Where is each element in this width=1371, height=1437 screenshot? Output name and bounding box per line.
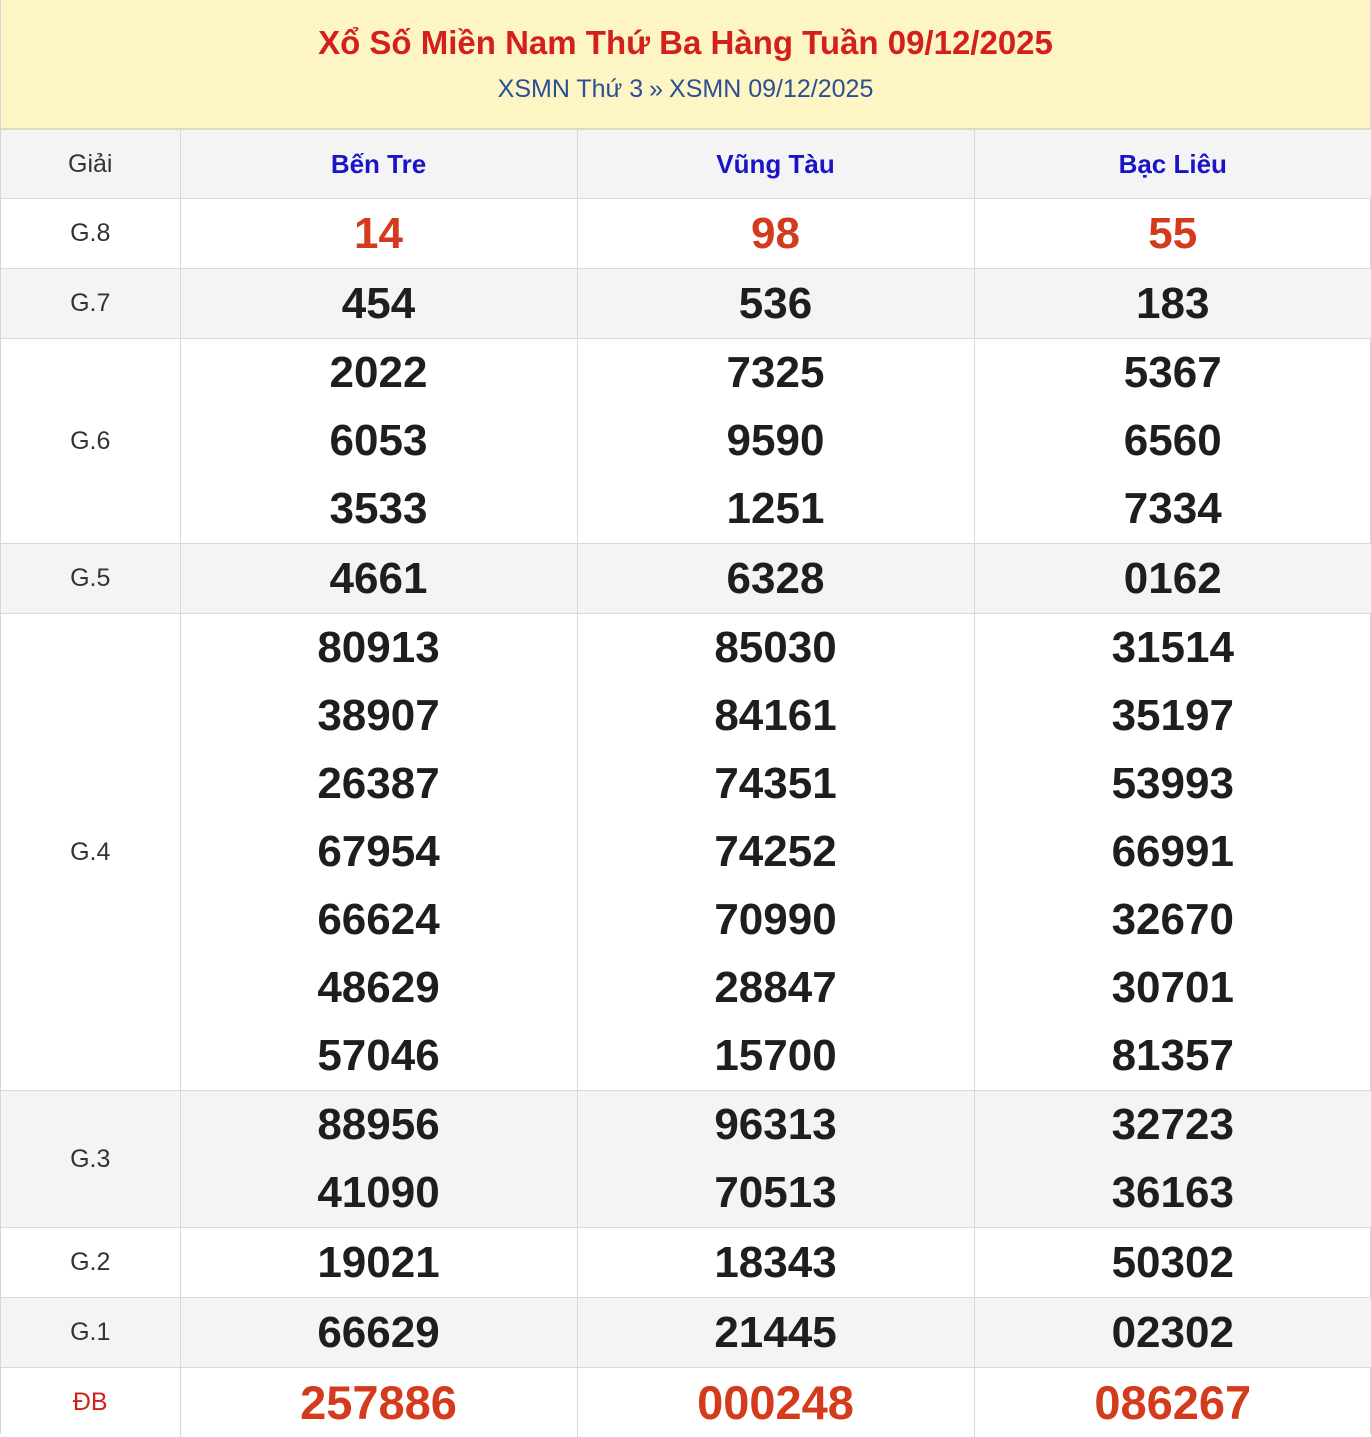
result-cell-bac-lieu [974, 199, 1371, 269]
winning-number: 26387 [181, 750, 577, 818]
winning-number: 84161 [578, 682, 974, 750]
winning-number: 28847 [578, 954, 974, 1022]
results-table [1, 129, 1371, 1437]
page-title: Xổ Số Miền Nam Thứ Ba Hàng Tuần 09/12/2025 [1, 0, 1370, 62]
prize-label: G.4 [1, 614, 180, 1091]
winning-number: 80913 [181, 614, 577, 682]
prize-row-g5 [1, 544, 1371, 614]
winning-number: 57046 [181, 1022, 577, 1090]
result-cell-vung-tau [577, 199, 974, 269]
result-cell-bac-lieu [974, 1091, 1371, 1228]
winning-number: 81357 [975, 1022, 1371, 1090]
winning-number: 086267 [975, 1369, 1371, 1437]
result-cell-vung-tau [577, 1298, 974, 1368]
breadcrumb-separator: » [649, 75, 663, 103]
result-cell-bac-lieu [974, 1228, 1371, 1298]
result-cell-ben-tre [180, 1298, 577, 1368]
winning-number: 53993 [975, 750, 1371, 818]
prize-row-g2 [1, 1228, 1371, 1298]
winning-number: 38907 [181, 682, 577, 750]
result-cell-vung-tau [577, 269, 974, 339]
breadcrumb [1, 74, 1370, 104]
winning-number: 18343 [578, 1229, 974, 1297]
result-cell-ben-tre [180, 1368, 577, 1437]
winning-number: 6328 [578, 545, 974, 613]
winning-number: 32723 [975, 1091, 1371, 1159]
results-header [1, 0, 1370, 129]
winning-number: 55 [975, 200, 1371, 268]
winning-number: 536 [578, 270, 974, 338]
winning-number: 6560 [975, 407, 1371, 475]
result-cell-vung-tau [577, 1228, 974, 1298]
result-cell-bac-lieu [974, 1298, 1371, 1368]
column-header-giai: Giải [1, 130, 180, 199]
winning-number: 88956 [181, 1091, 577, 1159]
prize-row-g3 [1, 1091, 1371, 1228]
winning-number: 96313 [578, 1091, 974, 1159]
prize-label: G.5 [1, 544, 180, 614]
winning-number: 74351 [578, 750, 974, 818]
result-cell-ben-tre [180, 614, 577, 1091]
prize-label: G.3 [1, 1091, 180, 1228]
breadcrumb-link-date[interactable]: XSMN 09/12/2025 [669, 75, 873, 103]
result-cell-ben-tre [180, 339, 577, 544]
winning-number: 41090 [181, 1159, 577, 1227]
winning-number: 66629 [181, 1299, 577, 1367]
winning-number: 2022 [181, 339, 577, 407]
winning-number: 35197 [975, 682, 1371, 750]
winning-number: 66991 [975, 818, 1371, 886]
result-cell-vung-tau [577, 1368, 974, 1437]
column-header-ben-tre[interactable]: Bến Tre [180, 130, 577, 199]
result-cell-bac-lieu [974, 269, 1371, 339]
winning-number: 7334 [975, 475, 1371, 543]
winning-number: 5367 [975, 339, 1371, 407]
winning-number: 257886 [181, 1369, 577, 1437]
column-header-vung-tau[interactable]: Vũng Tàu [577, 130, 974, 199]
result-cell-vung-tau [577, 544, 974, 614]
result-cell-ben-tre [180, 1228, 577, 1298]
winning-number: 15700 [578, 1022, 974, 1090]
prize-row-g1 [1, 1298, 1371, 1368]
winning-number: 70513 [578, 1159, 974, 1227]
result-cell-bac-lieu [974, 614, 1371, 1091]
prize-label: G.1 [1, 1298, 180, 1368]
winning-number: 0162 [975, 545, 1371, 613]
winning-number: 21445 [578, 1299, 974, 1367]
prize-label: ĐB [1, 1368, 180, 1437]
winning-number: 3533 [181, 475, 577, 543]
winning-number: 454 [181, 270, 577, 338]
result-cell-bac-lieu [974, 339, 1371, 544]
winning-number: 36163 [975, 1159, 1371, 1227]
winning-number: 66624 [181, 886, 577, 954]
table-header-row [1, 130, 1371, 199]
result-cell-bac-lieu [974, 1368, 1371, 1437]
prize-row-db [1, 1368, 1371, 1437]
winning-number: 02302 [975, 1299, 1371, 1367]
result-cell-ben-tre [180, 544, 577, 614]
winning-number: 14 [181, 200, 577, 268]
breadcrumb-link-weekday[interactable]: XSMN Thứ 3 [498, 75, 643, 103]
winning-number: 7325 [578, 339, 974, 407]
winning-number: 32670 [975, 886, 1371, 954]
winning-number: 183 [975, 270, 1371, 338]
prize-row-g4 [1, 614, 1371, 1091]
winning-number: 70990 [578, 886, 974, 954]
prize-row-g7 [1, 269, 1371, 339]
result-cell-ben-tre [180, 199, 577, 269]
winning-number: 98 [578, 200, 974, 268]
result-cell-bac-lieu [974, 544, 1371, 614]
winning-number: 000248 [578, 1369, 974, 1437]
winning-number: 85030 [578, 614, 974, 682]
result-cell-ben-tre [180, 1091, 577, 1228]
prize-label: G.8 [1, 199, 180, 269]
winning-number: 50302 [975, 1229, 1371, 1297]
result-cell-vung-tau [577, 614, 974, 1091]
winning-number: 1251 [578, 475, 974, 543]
result-cell-ben-tre [180, 269, 577, 339]
result-cell-vung-tau [577, 1091, 974, 1228]
winning-number: 74252 [578, 818, 974, 886]
winning-number: 19021 [181, 1229, 577, 1297]
result-cell-vung-tau [577, 339, 974, 544]
winning-number: 31514 [975, 614, 1371, 682]
winning-number: 48629 [181, 954, 577, 1022]
prize-row-g8 [1, 199, 1371, 269]
prize-row-g6 [1, 339, 1371, 544]
winning-number: 6053 [181, 407, 577, 475]
winning-number: 4661 [181, 545, 577, 613]
prize-label: G.7 [1, 269, 180, 339]
winning-number: 30701 [975, 954, 1371, 1022]
prize-label: G.6 [1, 339, 180, 544]
prize-label: G.2 [1, 1228, 180, 1298]
column-header-bac-lieu[interactable]: Bạc Liêu [974, 130, 1371, 199]
winning-number: 67954 [181, 818, 577, 886]
winning-number: 9590 [578, 407, 974, 475]
